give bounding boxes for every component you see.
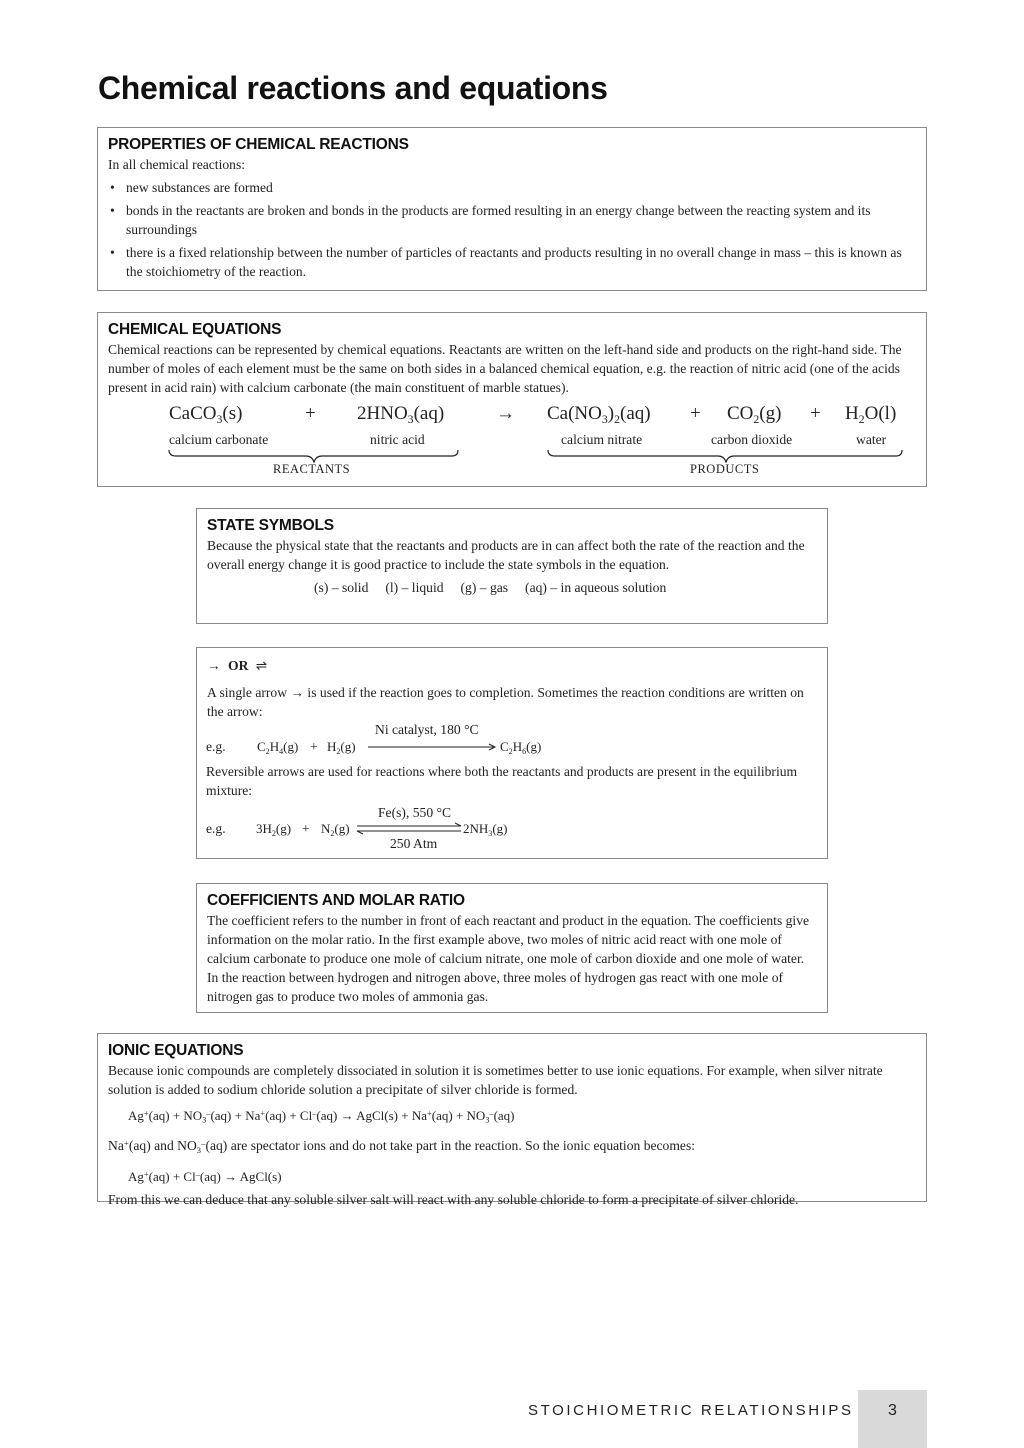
species-carbon-dioxide: $CO_2(g)$ xyxy=(727,403,782,427)
reaction-arrow: → xyxy=(496,403,515,424)
eg-label: e.g. xyxy=(206,821,226,836)
ionic-heading: IONIC EQUATIONS xyxy=(108,1042,244,1059)
arrows-heading xyxy=(207,656,817,675)
state-symbols-heading: STATE SYMBOLS xyxy=(207,517,334,534)
eg-label: e.g. xyxy=(206,739,226,754)
plus-sign: + xyxy=(310,739,318,754)
ionic-text-1: Because ionic compounds are completely dissociated in solution it is sometimes better to use ionic equations. For example, when silver nitrate solution is added to sodium chloride solution a precipitate of silver chloride is formed. xyxy=(108,1063,883,1097)
reactants-bracket xyxy=(168,449,460,463)
label-calcium-nitrate: calcium nitrate xyxy=(561,432,643,447)
list-item: • bonds in the reactants are broken and bonds in the products are formed resulting in an energy change between the reacting system and its surroundings xyxy=(108,201,916,239)
plus-sign: + xyxy=(810,403,821,424)
ex2-nitrogen: $N_2(g)$ xyxy=(321,821,350,838)
properties-intro: In all chemical reactions: xyxy=(108,157,246,172)
species-calcium-carbonate: CaCO$_3$(s) xyxy=(169,403,243,427)
products-label: PRODUCTS xyxy=(690,462,760,476)
ionic-text-2: Na+(aq) and $NO_3^-(aq)$ are spectator ions and do not take part in the reaction. So the ionic equation becomes: xyxy=(108,1137,696,1155)
properties-heading: PROPERTIES OF CHEMICAL REACTIONS xyxy=(108,136,409,153)
species-water: $H_2O(l)$ xyxy=(845,403,897,427)
equations-text: Chemical reactions can be represented by chemical equations. Reactants are written on the left-hand side and products on the right-hand side. The number of moles of each element must be the same on both sides in a balanced chemical equation, e.g. the reaction of nitric acid (one of the acids present in acid rain) with calcium carbonate (the main constituent of marble statues). xyxy=(108,342,902,395)
ex1-hydrogen: $H_2(g)$ xyxy=(327,739,356,756)
label-carbon-dioxide: carbon dioxide xyxy=(711,432,793,447)
ex1-conditions: Ni catalyst, 180 °C xyxy=(375,722,479,737)
ex2-hydrogen: $3H_2(g)$ xyxy=(256,821,292,838)
properties-list xyxy=(108,178,916,281)
label-water: water xyxy=(856,432,887,447)
species-nitric-acid: $2HNO_3(aq)$ xyxy=(357,403,445,427)
state-symbols-box xyxy=(196,508,828,624)
equilibrium-symbol: ⇌ xyxy=(255,658,268,673)
ex1-ethane: $C_2H_6(g)$ xyxy=(500,739,542,756)
plus-sign: + xyxy=(302,821,310,836)
state-symbols-list: (s) – solid (l) – liquid (g) – gas (aq) – in aqueous solution xyxy=(314,580,667,595)
coefficients-heading: COEFFICIENTS AND MOLAR RATIO xyxy=(207,892,465,909)
arrows-text-1: A single arrow → is used if the reaction goes to completion. Sometimes the reaction conditions are written on the arrow: xyxy=(207,685,804,719)
ex2-conditions-bottom: 250 Atm xyxy=(390,836,438,851)
ex2-conditions-top: Fe(s), 550 °C xyxy=(378,805,452,820)
footer-section-title: STOICHIOMETRIC RELATIONSHIPS xyxy=(528,1402,854,1419)
ex1-ethene: $C_2H_4(g)$ xyxy=(257,739,299,756)
ex1-arrow xyxy=(368,742,498,752)
equations-heading: CHEMICAL EQUATIONS xyxy=(108,321,282,338)
page-number: 3 xyxy=(858,1390,927,1448)
reactants-label: REACTANTS xyxy=(273,462,351,476)
coefficients-box xyxy=(196,883,828,1013)
or-word: OR xyxy=(228,658,249,673)
arrows-text-2: Reversible arrows are used for reactions where both the reactants and products are present in the equilibrium mixture: xyxy=(206,764,798,798)
ionic-text-3: From this we can deduce that any soluble silver salt will react with any soluble chloride to form a precipitate of silver chloride. xyxy=(108,1192,799,1208)
label-nitric-acid: nitric acid xyxy=(370,432,425,447)
ionic-equation-2: Ag+(aq) + Cl–(aq) → AgCl(s) xyxy=(128,1168,282,1184)
properties-box xyxy=(97,127,927,291)
list-item: • there is a fixed relationship between the number of particles of reactants and products resulting in no overall change in mass – this is known as the stoichiometry of the reaction. xyxy=(108,243,916,281)
page-title: Chemical reactions and equations xyxy=(98,70,608,106)
plus-sign: + xyxy=(305,403,316,424)
arrow-symbol: → xyxy=(207,658,221,673)
ionic-equation-1: $Ag^+(aq) + NO_3^-(aq) + Na^+(aq) + Cl^-(aq)$ → AgCl(s) + $Na^+(aq) + NO_3^-(aq)$ xyxy=(128,1107,515,1125)
products-bracket xyxy=(547,449,905,463)
species-calcium-nitrate: $Ca(NO_3)_2(aq)$ xyxy=(547,403,651,427)
plus-sign: + xyxy=(690,403,701,424)
ex2-equilibrium-arrow xyxy=(355,822,465,836)
coefficients-text: The coefficient refers to the number in front of each reactant and product in the equation. The coefficients give information on the molar ratio. In the first example above, two moles of nitric acid react with one mole of calcium carbonate to produce one mole of calcium nitrate, one mole of carbon dioxide and one mole of water. In the reaction between hydrogen and nitrogen above, three moles of hydrogen gas react with one mole of nitrogen gas to produce two moles of ammonia gas. xyxy=(207,913,810,1004)
ex2-ammonia: $2NH_3(g)$ xyxy=(463,821,508,838)
ionic-box xyxy=(97,1033,927,1208)
label-calcium-carbonate: calcium carbonate xyxy=(169,432,269,447)
state-symbols-text: Because the physical state that the reactants and products are in can affect both the rate of the reaction and the overall energy change it is good practice to include the state symbols in the equation. xyxy=(207,538,805,572)
list-item: • new substances are formed xyxy=(108,178,916,197)
